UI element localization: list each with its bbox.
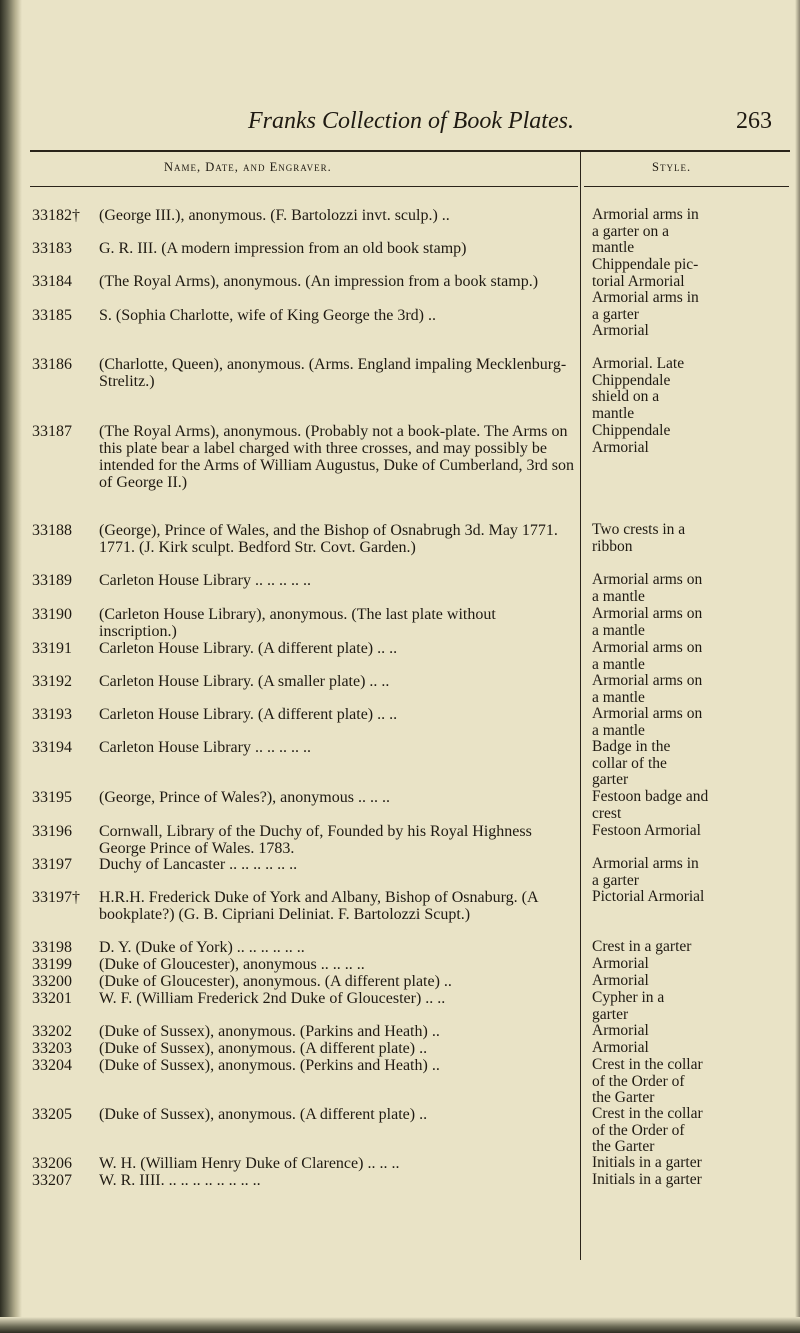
style-cell: Armorial arms on a mantle xyxy=(592,672,703,706)
entry-number: 33186 xyxy=(32,356,72,373)
entry-text: (Duke of Sussex), anonymous. (Parkins and Heath) .. xyxy=(99,1023,440,1040)
page-edge-bottom xyxy=(0,1317,800,1333)
header-rule-right xyxy=(584,186,789,187)
style-cell: Initials in a garter xyxy=(592,1171,702,1188)
entry-number: 33195 xyxy=(32,789,72,806)
style-cell: Armorial xyxy=(592,1022,649,1039)
entry-text: Carleton House Library. (A different plate) .. .. xyxy=(99,706,398,723)
entry-text: (Duke of Sussex), anonymous. (A different plate) .. xyxy=(99,1106,428,1123)
entry-text: W. F. (William Frederick 2nd Duke of Gloucester) .. .. xyxy=(99,990,446,1007)
entry-text: G. R. III. (A modern impression from an old book stamp) xyxy=(99,240,467,257)
entry-number: 33182† xyxy=(32,207,80,224)
entry-text: (George), Prince of Wales, and the Bishop of Osnabrugh 3d. May 1771. 1771. (J. Kirk sculpt. Bedford Str. Covt. Garden.) xyxy=(99,522,558,556)
style-cell: Chippendale Armorial xyxy=(592,422,671,456)
entry-text: (Duke of Sussex), anonymous. (Perkins and Heath) .. xyxy=(99,1057,440,1074)
entry-number: 33207 xyxy=(32,1172,72,1189)
style-cell: Armorial arms in a garter xyxy=(592,289,699,323)
style-cell: Crest in a garter xyxy=(592,938,692,955)
style-cell: Festoon badge and crest xyxy=(592,788,709,822)
style-cell: Cypher in a garter xyxy=(592,989,665,1023)
entry-text: Carleton House Library. (A smaller plate) .. .. xyxy=(99,673,390,690)
style-cell: Armorial arms on a mantle xyxy=(592,639,703,673)
entry-text: (Charlotte, Queen), anonymous. (Arms. England impaling Mecklenburg-Strelitz.) xyxy=(99,356,567,390)
style-cell: Armorial arms on a mantle xyxy=(592,705,703,739)
style-cell: Pictorial Armorial xyxy=(592,888,705,905)
entry-text: (Carleton House Library), anonymous. (The last plate without inscription.) xyxy=(99,606,496,640)
entry-text: (The Royal Arms), anonymous. (Probably not a book-plate. The Arms on this plate bear a label charged with three crosses, and may possibly be intended for the Arms of William Augustus, Duke of Cumberland, 3rd son of George II.) xyxy=(99,423,574,491)
style-cell: Armorial xyxy=(592,972,649,989)
style-cell: Two crests in a ribbon xyxy=(592,521,686,555)
entry-number: 33185 xyxy=(32,307,72,324)
running-title: Franks Collection of Book Plates. xyxy=(248,108,574,134)
entry-number: 33183 xyxy=(32,240,72,257)
entry-number: 33197† xyxy=(32,889,80,906)
entry-text: (George, Prince of Wales?), anonymous .. .. .. xyxy=(99,789,390,806)
page-number: 263 xyxy=(736,108,772,134)
entry-text: H.R.H. Frederick Duke of York and Albany, Bishop of Osnaburg. (A bookplate?) (G. B. Cipriani Deliniat. F. Bartolozzi Scupt.) xyxy=(99,889,538,923)
entry-number: 33191 xyxy=(32,640,72,657)
entry-number: 33206 xyxy=(32,1155,72,1172)
entry-number: 33200 xyxy=(32,973,72,990)
entry-number: 33202 xyxy=(32,1023,72,1040)
column-heading-name: Name, Date, and Engraver. xyxy=(164,160,332,174)
entry-text: (Duke of Gloucester), anonymous. (A different plate) .. xyxy=(99,973,452,990)
entry-text: Cornwall, Library of the Duchy of, Founded by his Royal Highness George Prince of Wales. 1783. xyxy=(99,823,532,857)
style-cell: Armorial xyxy=(592,1039,649,1056)
entry-text: Carleton House Library .. .. .. .. .. xyxy=(99,739,311,756)
column-heading-style: Style. xyxy=(652,160,692,174)
entry-text: S. (Sophia Charlotte, wife of King George the 3rd) .. xyxy=(99,307,436,324)
style-cell: Festoon Armorial xyxy=(592,822,701,839)
entry-number: 33203 xyxy=(32,1040,72,1057)
entry-number: 33201 xyxy=(32,990,72,1007)
page-edge-right xyxy=(795,0,800,1333)
entry-text: Duchy of Lancaster .. .. .. .. .. .. xyxy=(99,856,298,873)
entry-text: (George III.), anonymous. (F. Bartolozzi invt. sculp.) .. xyxy=(99,207,450,224)
entry-text: (Duke of Gloucester), anonymous .. .. .. .. xyxy=(99,956,365,973)
entry-text: (The Royal Arms), anonymous. (An impression from a book stamp.) xyxy=(99,273,539,290)
entry-text: Carleton House Library. (A different plate) .. .. xyxy=(99,640,398,657)
entry-number: 33192 xyxy=(32,673,72,690)
header-rule-left xyxy=(30,186,578,187)
entry-text: Carleton House Library .. .. .. .. .. xyxy=(99,572,311,589)
style-cell: Badge in the collar of the garter xyxy=(592,738,671,789)
book-page xyxy=(22,0,800,1333)
entry-number: 33193 xyxy=(32,706,72,723)
entry-number: 33194 xyxy=(32,739,72,756)
entry-text: D. Y. (Duke of York) .. .. .. .. .. .. xyxy=(99,939,305,956)
entry-number: 33198 xyxy=(32,939,72,956)
style-cell: Armorial arms on a mantle xyxy=(592,571,703,605)
style-cell: Armorial arms in a garter on a mantle xyxy=(592,206,699,257)
column-divider xyxy=(580,150,581,1260)
style-cell: Armorial. Late Chippendale shield on a mantle xyxy=(592,355,685,422)
style-cell: Armorial arms in a garter xyxy=(592,855,699,889)
book-spine-shadow xyxy=(0,0,22,1333)
style-cell: Crest in the collar of the Order of the Garter xyxy=(592,1105,703,1156)
entry-number: 33204 xyxy=(32,1057,72,1074)
style-cell: Armorial xyxy=(592,322,649,339)
entry-number: 33197 xyxy=(32,856,72,873)
header-rule-top xyxy=(30,150,790,152)
entry-number: 33205 xyxy=(32,1106,72,1123)
style-cell: Initials in a garter xyxy=(592,1154,702,1171)
style-cell: Chippendale pic- torial Armorial xyxy=(592,256,699,290)
entry-number: 33196 xyxy=(32,823,72,840)
entry-text: W. H. (William Henry Duke of Clarence) .. .. .. xyxy=(99,1155,400,1172)
entry-number: 33188 xyxy=(32,522,72,539)
entry-number: 33189 xyxy=(32,572,72,589)
entry-text: (Duke of Sussex), anonymous. (A different plate) .. xyxy=(99,1040,428,1057)
style-cell: Crest in the collar of the Order of the Garter xyxy=(592,1056,703,1107)
entry-number: 33190 xyxy=(32,606,72,623)
entry-number: 33184 xyxy=(32,273,72,290)
style-cell: Armorial xyxy=(592,955,649,972)
style-cell: Armorial arms on a mantle xyxy=(592,605,703,639)
entry-number: 33187 xyxy=(32,423,72,440)
entry-text: W. R. IIII. .. .. .. .. .. .. .. .. xyxy=(99,1172,261,1189)
entry-number: 33199 xyxy=(32,956,72,973)
